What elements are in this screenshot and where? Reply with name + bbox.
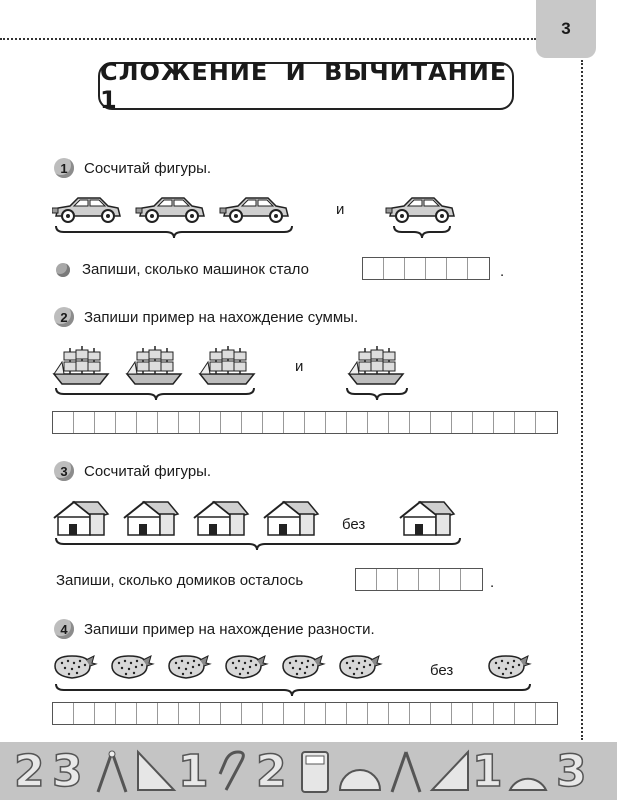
subtask-text: Запиши, сколько машинок стало bbox=[82, 261, 309, 278]
footer-digit: 1 bbox=[178, 746, 209, 797]
footer-digit: 2 bbox=[14, 746, 45, 797]
without-word: без bbox=[430, 662, 454, 679]
group-brace bbox=[54, 536, 464, 552]
task-number-badge: 4 bbox=[54, 619, 74, 639]
house-icon bbox=[398, 498, 458, 538]
subtask-cars bbox=[56, 261, 309, 278]
task-number-badge: 1 bbox=[54, 158, 74, 178]
task-1 bbox=[54, 158, 211, 178]
task-2 bbox=[54, 307, 358, 327]
single-brace bbox=[345, 386, 409, 402]
group-brace bbox=[54, 224, 294, 240]
footer-digit: 3 bbox=[556, 746, 587, 797]
without-word: без bbox=[342, 516, 366, 533]
period: . bbox=[490, 574, 495, 591]
single-brace bbox=[392, 224, 452, 240]
sailing-ship-icon bbox=[345, 342, 409, 386]
protractor-icon bbox=[336, 750, 384, 794]
footer-digit: 3 bbox=[52, 746, 83, 797]
task-number-badge: 3 bbox=[54, 461, 74, 481]
task-text: Сосчитай фигуры. bbox=[84, 462, 212, 480]
car-icon bbox=[384, 192, 464, 224]
strawberry-icon bbox=[52, 652, 392, 682]
page-number: 3 bbox=[536, 0, 596, 58]
calculator-icon bbox=[298, 750, 332, 794]
subtask-text: Запиши, сколько домиков осталось bbox=[56, 572, 304, 589]
task-text: Запиши пример на нахождение разности. bbox=[84, 620, 375, 638]
task-4 bbox=[54, 619, 375, 639]
footer-decoration bbox=[0, 742, 617, 800]
sailing-ship-icon bbox=[52, 342, 262, 386]
group-brace bbox=[54, 682, 534, 698]
answer-cells[interactable] bbox=[362, 257, 490, 280]
answer-cells[interactable] bbox=[355, 568, 483, 591]
strawberry-icon bbox=[486, 652, 534, 682]
top-dotted-border bbox=[0, 38, 536, 40]
answer-row[interactable] bbox=[52, 411, 558, 434]
paperclip-icon bbox=[216, 750, 252, 794]
right-dotted-border bbox=[581, 60, 583, 740]
and-word: и bbox=[336, 201, 345, 218]
set-square-icon bbox=[428, 748, 472, 794]
footer-digit: 1 bbox=[472, 746, 503, 797]
house-icon bbox=[52, 498, 332, 538]
group-brace bbox=[54, 386, 258, 402]
task-3 bbox=[54, 461, 211, 481]
page-title: СЛОЖЕНИЕ И ВЫЧИТАНИЕ 1 bbox=[98, 62, 514, 110]
compass-icon bbox=[386, 750, 426, 794]
set-square-icon bbox=[134, 748, 178, 794]
and-word: и bbox=[295, 358, 304, 375]
task-text: Сосчитай фигуры. bbox=[84, 159, 212, 177]
footer-digit: 2 bbox=[256, 746, 287, 797]
task-number-badge: 2 bbox=[54, 307, 74, 327]
bullet-icon bbox=[56, 263, 70, 277]
task-text: Запиши пример на нахождение суммы. bbox=[84, 308, 359, 326]
protractor-icon bbox=[506, 750, 550, 794]
compass-icon bbox=[92, 750, 132, 794]
period: . bbox=[500, 263, 505, 280]
car-icon bbox=[52, 192, 302, 224]
answer-row[interactable] bbox=[52, 702, 558, 725]
